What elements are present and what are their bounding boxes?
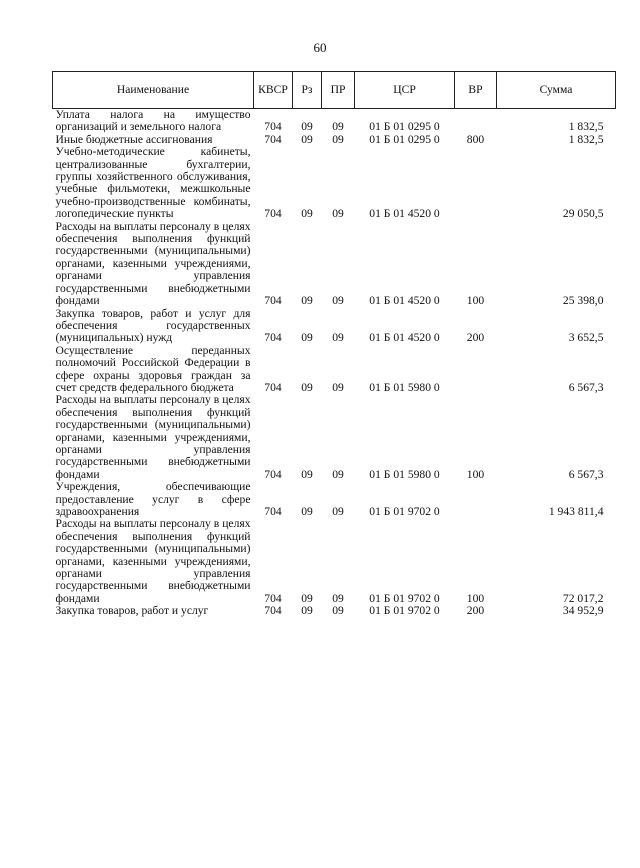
row-rz: 09 bbox=[301, 604, 313, 618]
row-vr bbox=[455, 481, 497, 518]
row-rz: 09 bbox=[301, 132, 313, 146]
row-name: Учебно-методические кабинеты, централизованные бухгалтерии, группы хозяйственного обслуживания, учебные фильмотеки, межшкольные учебно-производственные комбинаты, логопедические пункты bbox=[55, 145, 251, 221]
table-row bbox=[53, 481, 616, 518]
column-header-csr: ЦСР bbox=[355, 72, 455, 109]
row-kvsr: 704 bbox=[264, 591, 282, 605]
row-rz: 09 bbox=[301, 294, 313, 308]
row-csr: 01 Б 01 9702 0 bbox=[369, 591, 440, 605]
table-row bbox=[53, 308, 616, 345]
row-pr: 09 bbox=[332, 467, 344, 481]
row-sum: 3 652,5 bbox=[568, 331, 604, 345]
row-pr: 09 bbox=[332, 380, 344, 394]
table-row bbox=[53, 221, 616, 308]
row-sum: 1 943 811,4 bbox=[548, 505, 604, 518]
row-name: Расходы на выплаты персоналу в целях обеспечения выполнения функций государственными (муниципальными) органами, казенными учреждениями, органами управления государственными внебюджетными фондами bbox=[55, 219, 251, 308]
column-header-pr: ПР bbox=[322, 72, 355, 109]
row-pr: 09 bbox=[332, 505, 344, 518]
page-number: 60 bbox=[313, 40, 327, 55]
row-kvsr: 704 bbox=[264, 207, 282, 221]
row-vr: 800 bbox=[466, 132, 485, 146]
column-header-sum: Сумма bbox=[497, 72, 616, 109]
table-row bbox=[53, 518, 616, 605]
row-name: Учреждения, обеспечивающие предоставление услуг в сфере здравоохранения bbox=[55, 480, 251, 518]
row-sum: 72 017,2 bbox=[562, 591, 604, 605]
row-pr: 09 bbox=[332, 294, 344, 308]
row-sum: 6 567,3 bbox=[568, 467, 604, 481]
column-header-kvsr: КВСР bbox=[254, 72, 293, 109]
row-vr bbox=[455, 345, 497, 395]
row-name: Уплата налога на имущество организаций и земельного налога bbox=[55, 108, 251, 134]
row-vr: 200 bbox=[466, 604, 485, 618]
row-sum: 1 832,5 bbox=[568, 120, 604, 134]
column-header-vr: ВР bbox=[455, 72, 497, 109]
row-csr: 01 Б 01 0295 0 bbox=[369, 132, 440, 146]
row-pr: 09 bbox=[332, 120, 344, 134]
row-rz: 09 bbox=[301, 380, 313, 394]
row-pr: 09 bbox=[332, 132, 344, 146]
table-row bbox=[53, 394, 616, 481]
table-header-row bbox=[53, 72, 616, 109]
row-kvsr: 704 bbox=[264, 120, 282, 134]
column-header-name: Наименование bbox=[53, 72, 254, 109]
row-name: Закупка товаров, работ и услуг bbox=[55, 604, 209, 618]
row-kvsr: 704 bbox=[264, 467, 282, 481]
row-pr: 09 bbox=[332, 591, 344, 605]
row-vr bbox=[455, 109, 497, 134]
row-pr: 09 bbox=[332, 331, 344, 345]
row-name: Иные бюджетные ассигнования bbox=[55, 132, 213, 146]
row-vr bbox=[455, 146, 497, 220]
row-vr: 100 bbox=[466, 467, 485, 481]
row-csr: 01 Б 01 4520 0 bbox=[369, 207, 440, 221]
row-name: Расходы на выплаты персоналу в целях обеспечения выполнения функций государственными (муниципальными) органами, казенными учреждениями, органами управления государственными внебюджетными фондами bbox=[55, 517, 251, 605]
row-vr: 100 bbox=[466, 591, 485, 605]
row-sum: 1 832,5 bbox=[568, 132, 604, 146]
row-rz: 09 bbox=[301, 591, 313, 605]
row-rz: 09 bbox=[301, 331, 313, 345]
row-rz: 09 bbox=[301, 505, 313, 518]
row-csr: 01 Б 01 4520 0 bbox=[369, 294, 440, 308]
row-kvsr: 704 bbox=[264, 331, 282, 345]
row-kvsr: 704 bbox=[264, 380, 282, 394]
table-row bbox=[53, 345, 616, 395]
row-sum: 6 567,3 bbox=[568, 380, 604, 394]
budget-table bbox=[52, 71, 616, 618]
row-csr: 01 Б 01 0295 0 bbox=[369, 120, 440, 134]
column-header-rz: Рз bbox=[293, 72, 322, 109]
row-name: Закупка товаров, работ и услуг для обеспечения государственных (муниципальных) нужд bbox=[55, 306, 251, 345]
row-kvsr: 704 bbox=[264, 132, 282, 146]
row-rz: 09 bbox=[301, 120, 313, 134]
row-kvsr: 704 bbox=[264, 294, 282, 308]
row-name: Осуществление переданных полномочий Российской Федерации в сфере охраны здоровья граждан за счет средств федерального бюджета bbox=[55, 343, 251, 394]
table-row bbox=[53, 146, 616, 220]
row-csr: 01 Б 01 5980 0 bbox=[369, 467, 440, 481]
row-kvsr: 704 bbox=[264, 604, 282, 618]
row-rz: 09 bbox=[301, 207, 313, 221]
row-name: Расходы на выплаты персоналу в целях обеспечения выполнения функций государственными (муниципальными) органами, казенными учреждениями, органами управления государственными внебюджетными фондами bbox=[55, 393, 251, 481]
table-row bbox=[53, 605, 616, 617]
row-sum: 34 952,9 bbox=[562, 604, 604, 618]
row-vr: 100 bbox=[466, 294, 485, 308]
table-row bbox=[53, 109, 616, 134]
row-csr: 01 Б 01 5980 0 bbox=[369, 380, 440, 394]
row-vr: 200 bbox=[466, 331, 485, 345]
row-rz: 09 bbox=[301, 467, 313, 481]
row-csr: 01 Б 01 9702 0 bbox=[369, 505, 440, 518]
row-pr: 09 bbox=[332, 604, 344, 618]
row-sum: 25 398,0 bbox=[562, 294, 604, 308]
row-csr: 01 Б 01 4520 0 bbox=[369, 331, 440, 345]
row-csr: 01 Б 01 9702 0 bbox=[369, 604, 440, 618]
row-sum: 29 050,5 bbox=[562, 207, 604, 221]
row-kvsr: 704 bbox=[264, 505, 282, 518]
row-pr: 09 bbox=[332, 207, 344, 221]
